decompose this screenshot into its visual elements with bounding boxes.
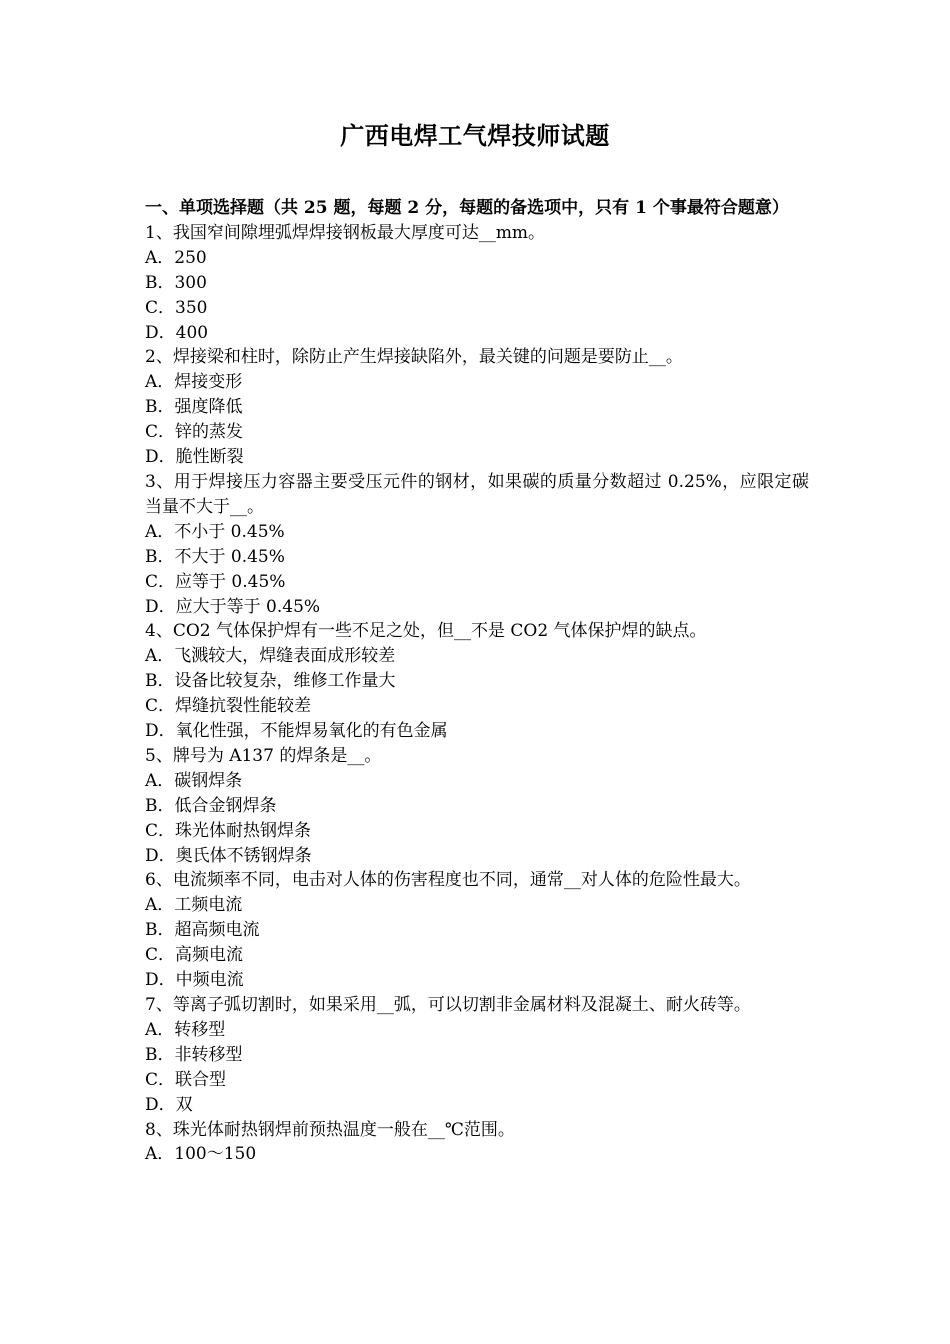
option-a: A．工频电流	[145, 895, 243, 916]
question-text: 1、我国窄间隙埋弧焊焊接钢板最大厚度可达__mm。	[145, 222, 546, 243]
option-a: A．焊接变形	[145, 372, 243, 393]
option-b: B．非转移型	[145, 1044, 243, 1065]
option-c: C．锌的蒸发	[145, 422, 244, 443]
document-body	[145, 196, 809, 1167]
question-text: 3、用于焊接压力容器主要受压元件的钢材，如果碳的质量分数超过 0.25%，应限定碳当量不大于__。	[145, 471, 809, 517]
question-text: 6、电流频率不同，电击对人体的伤害程度也不同，通常__对人体的危险性最大。	[145, 870, 751, 891]
option-a: A．100～150	[145, 1144, 257, 1165]
question-6	[145, 868, 809, 993]
option-c: C．联合型	[145, 1069, 227, 1090]
question-8	[145, 1118, 809, 1168]
option-c: C．350	[145, 297, 208, 318]
question-text: 4、CO2 气体保护焊有一些不足之处，但__不是 CO2 气体保护焊的缺点。	[145, 621, 707, 642]
question-2	[145, 345, 809, 470]
option-a: A．不小于 0.45%	[145, 521, 285, 542]
option-b: B．低合金钢焊条	[145, 795, 277, 816]
option-c: C．焊缝抗裂性能较差	[145, 696, 312, 717]
question-3	[145, 470, 809, 619]
option-b: B．设备比较复杂，维修工作量大	[145, 671, 396, 692]
option-b: B．超高频电流	[145, 920, 260, 941]
option-b: B．不大于 0.45%	[145, 546, 285, 567]
question-text: 5、牌号为 A137 的焊条是__。	[145, 745, 382, 766]
option-c: C．珠光体耐热钢焊条	[145, 820, 312, 841]
option-d: D．应大于等于 0.45%	[145, 596, 321, 617]
question-4	[145, 619, 809, 744]
option-a: A．碳钢焊条	[145, 770, 243, 791]
option-b: B．强度降低	[145, 397, 243, 418]
option-d: D．双	[145, 1094, 193, 1115]
option-d: D．脆性断裂	[145, 447, 244, 468]
option-a: A．飞溅较大，焊缝表面成形较差	[145, 646, 396, 667]
option-a: A．转移型	[145, 1019, 226, 1040]
option-d: D．中频电流	[145, 970, 244, 991]
question-text: 8、珠光体耐热钢焊前预热温度一般在__℃范围。	[145, 1119, 515, 1140]
question-text: 2、焊接梁和柱时，除防止产生焊接缺陷外，最关键的问题是要防止__。	[145, 347, 683, 368]
option-c: C．高频电流	[145, 945, 244, 966]
option-c: C．应等于 0.45%	[145, 571, 286, 592]
option-a: A．250	[145, 247, 207, 268]
option-b: B．300	[145, 272, 207, 293]
question-7	[145, 993, 809, 1118]
option-d: D．奥氏体不锈钢焊条	[145, 845, 312, 866]
question-1	[145, 221, 809, 346]
section-heading: 一、单项选择题（共 25 题，每题 2 分，每题的备选项中，只有 1 个事最符合题意）	[145, 198, 789, 218]
option-d: D．氧化性强，不能焊易氧化的有色金属	[145, 721, 448, 742]
question-5	[145, 744, 809, 869]
question-text: 7、等离子弧切割时，如果采用__弧，可以切割非金属材料及混凝土、耐火砖等。	[145, 995, 751, 1015]
document-title: 广西电焊工气焊技师试题	[340, 121, 610, 150]
option-d: D．400	[145, 322, 209, 343]
